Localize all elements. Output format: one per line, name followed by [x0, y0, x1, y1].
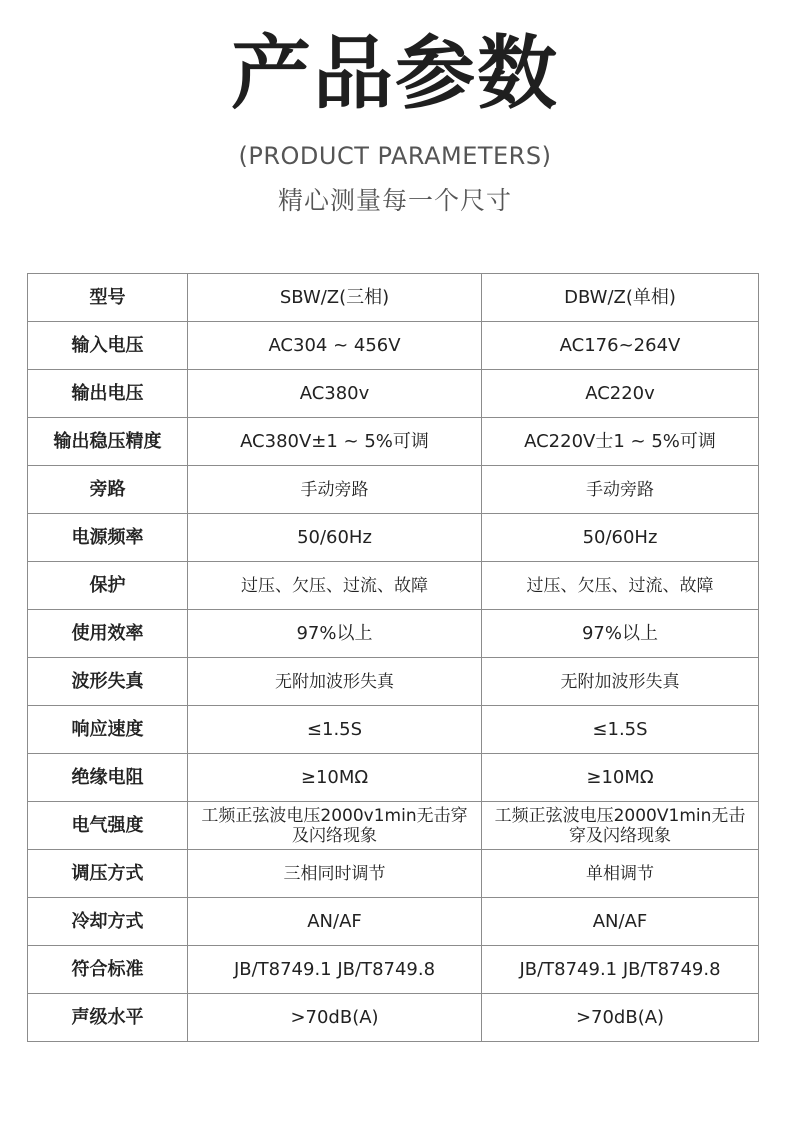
- sbw-value: 过压、欠压、过流、故障: [188, 562, 482, 610]
- subtitle-english: (PRODUCT PARAMETERS): [238, 142, 552, 170]
- row-label: 符合标准: [28, 946, 188, 994]
- row-label: 旁路: [28, 466, 188, 514]
- row-label: 输入电压: [28, 322, 188, 370]
- table-row: [28, 610, 759, 658]
- sbw-value: 50/60Hz: [188, 514, 482, 562]
- dbw-value: ≥10MΩ: [482, 754, 759, 802]
- dbw-value: AC220v: [482, 370, 759, 418]
- sbw-value: AN/AF: [188, 898, 482, 946]
- table-row: [28, 274, 759, 322]
- table-row: [28, 706, 759, 754]
- sbw-value: JB/T8749.1 JB/T8749.8: [188, 946, 482, 994]
- dbw-value: AN/AF: [482, 898, 759, 946]
- row-label: 绝缘电阻: [28, 754, 188, 802]
- sbw-value: ≥10MΩ: [188, 754, 482, 802]
- table-row: [28, 994, 759, 1042]
- table-row: [28, 658, 759, 706]
- sbw-value: 三相同时调节: [188, 850, 482, 898]
- table-row: [28, 562, 759, 610]
- table-row: [28, 802, 759, 850]
- parameters-table: [27, 273, 759, 1042]
- dbw-value: DBW/Z(单相): [482, 274, 759, 322]
- table-row: [28, 418, 759, 466]
- row-label: 电源频率: [28, 514, 188, 562]
- table-row: [28, 322, 759, 370]
- sbw-value: 97%以上: [188, 610, 482, 658]
- dbw-value: 97%以上: [482, 610, 759, 658]
- row-label: 保护: [28, 562, 188, 610]
- row-label: 输出稳压精度: [28, 418, 188, 466]
- dbw-value: 单相调节: [482, 850, 759, 898]
- dbw-value: AC220V士1 ~ 5%可调: [482, 418, 759, 466]
- sbw-value: ≤1.5S: [188, 706, 482, 754]
- table-row: [28, 754, 759, 802]
- dbw-value: 工频正弦波电压2000V1min无击穿及闪络现象: [482, 802, 759, 850]
- sbw-value: SBW/Z(三相): [188, 274, 482, 322]
- sbw-value: 无附加波形失真: [188, 658, 482, 706]
- sbw-value: AC380v: [188, 370, 482, 418]
- sbw-value: AC380V±1 ~ 5%可调: [188, 418, 482, 466]
- subtitle-chinese: 精心测量每一个尺寸: [277, 186, 512, 215]
- dbw-value: JB/T8749.1 JB/T8749.8: [482, 946, 759, 994]
- dbw-value: 无附加波形失真: [482, 658, 759, 706]
- row-label: 波形失真: [28, 658, 188, 706]
- row-label: 调压方式: [28, 850, 188, 898]
- table-row: [28, 898, 759, 946]
- page-title: 产品参数: [231, 27, 559, 120]
- table-row: [28, 946, 759, 994]
- row-label: 冷却方式: [28, 898, 188, 946]
- table-row: [28, 370, 759, 418]
- sbw-value: AC304 ~ 456V: [188, 322, 482, 370]
- dbw-value: 50/60Hz: [482, 514, 759, 562]
- dbw-value: ≤1.5S: [482, 706, 759, 754]
- dbw-value: 过压、欠压、过流、故障: [482, 562, 759, 610]
- sbw-value: 手动旁路: [188, 466, 482, 514]
- row-label: 电气强度: [28, 802, 188, 850]
- row-label: 使用效率: [28, 610, 188, 658]
- sbw-value: >70dB(A): [188, 994, 482, 1042]
- row-label: 声级水平: [28, 994, 188, 1042]
- table-row: [28, 850, 759, 898]
- row-label: 输出电压: [28, 370, 188, 418]
- dbw-value: AC176~264V: [482, 322, 759, 370]
- dbw-value: >70dB(A): [482, 994, 759, 1042]
- row-label: 型号: [28, 274, 188, 322]
- table-row: [28, 466, 759, 514]
- dbw-value: 手动旁路: [482, 466, 759, 514]
- row-label: 响应速度: [28, 706, 188, 754]
- table-row: [28, 514, 759, 562]
- sbw-value: 工频正弦波电压2000v1min无击穿及闪络现象: [188, 802, 482, 850]
